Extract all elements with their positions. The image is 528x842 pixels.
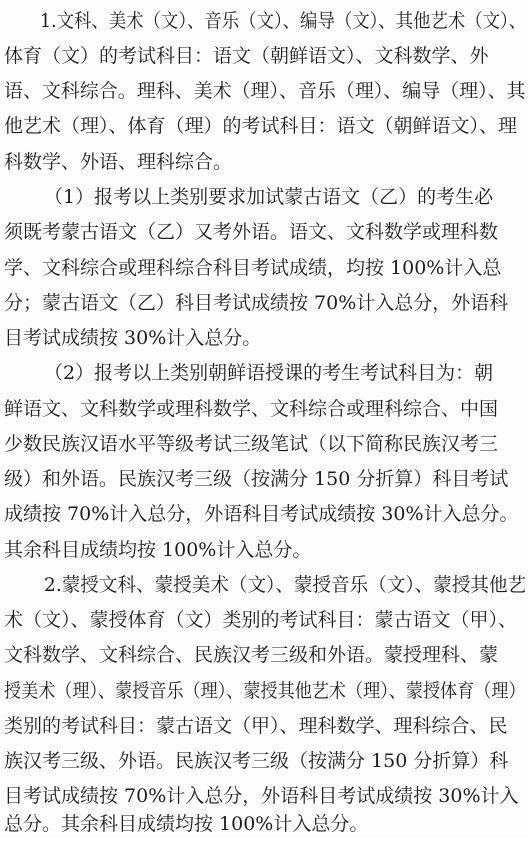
paragraph-2-line-4: 分；蒙古语文（乙）科目考试成绩按 70%计入总分，外语科 bbox=[4, 292, 509, 314]
paragraph-2-line-2: 须既考蒙古语文（乙）又考外语。语文、文科数学或理科数 bbox=[4, 221, 499, 243]
paragraph-3-line-3: 少数民族汉语水平等级考试三级笔试（以下简称民族汉考三 bbox=[4, 433, 499, 455]
paragraph-1-line-1: 1.文科、美术（文）、音乐（文）、编导（文）、其他艺术（文）、 bbox=[40, 10, 527, 32]
paragraph-1-line-2: 体育（文）的考试科目：语文（朝鲜语文）、文科数学、外 bbox=[4, 45, 489, 67]
paragraph-3-line-5: 成绩按 70%计入总分，外语科目考试成绩按 30%计入总分。 bbox=[4, 503, 519, 525]
paragraph-4-line-8: 总分。其余科目成绩均按 100%计入总分。 bbox=[4, 813, 369, 835]
paragraph-1-line-5: 科数学、外语、理科综合。 bbox=[4, 151, 233, 173]
paragraph-2-line-3: 学、文科综合或理科综合科目考试成绩，均按 100%计入总 bbox=[4, 257, 502, 279]
paragraph-3-line-6: 其余科目成绩均按 100%计入总分。 bbox=[4, 539, 312, 561]
paragraph-4-line-5: 类别的考试科目：蒙古语文（甲）、理科数学、理科综合、民 bbox=[4, 715, 508, 737]
paragraph-4-line-6: 族汉考三级、外语。民族汉考三级（按满分 150 分折算）科 bbox=[4, 750, 509, 772]
paragraph-2-line-1: （1）报考以上类别要求加试蒙古语文（乙）的考生必 bbox=[44, 186, 494, 208]
paragraph-1-line-4: 他艺术（理）、体育（理）的考试科目：语文（朝鲜语文）、理 bbox=[4, 115, 518, 137]
paragraph-1-line-3: 语、文科综合。理科、美术（理）、音乐（理）、编导（理）、其 bbox=[4, 80, 526, 102]
paragraph-4-line-4: 授美术（理）、蒙授音乐（理）、蒙授其他艺术（理）、蒙授体育（理） bbox=[4, 680, 526, 702]
paragraph-3-line-1: （2）报考以上类别朝鲜语授课的考生考试科目为：朝 bbox=[44, 362, 494, 384]
paragraph-4-line-3: 文科数学、文科综合、民族汉考三级和外语。蒙授理科、蒙 bbox=[4, 644, 499, 666]
paragraph-3-line-4: 级）和外语。民族汉考三级（按满分 150 分折算）科目考试 bbox=[4, 468, 509, 490]
paragraph-4-line-7: 目考试成绩按 70%计入总分，外语科目考试成绩按 30%计入 bbox=[4, 785, 519, 807]
paragraph-4-line-1: 2.蒙授文科、蒙授美术（文）、蒙授音乐（文）、蒙授其他艺 bbox=[44, 574, 527, 596]
paragraph-2-line-5: 目考试成绩按 30%计入总分。 bbox=[4, 327, 262, 349]
paragraph-4-line-2: 术（文）、蒙授体育（文）类别的考试科目：蒙古语文（甲）、 bbox=[4, 609, 518, 631]
paragraph-3-line-2: 鲜语文、文科数学或理科数学、文科综合或理科综合、中国 bbox=[4, 398, 499, 420]
